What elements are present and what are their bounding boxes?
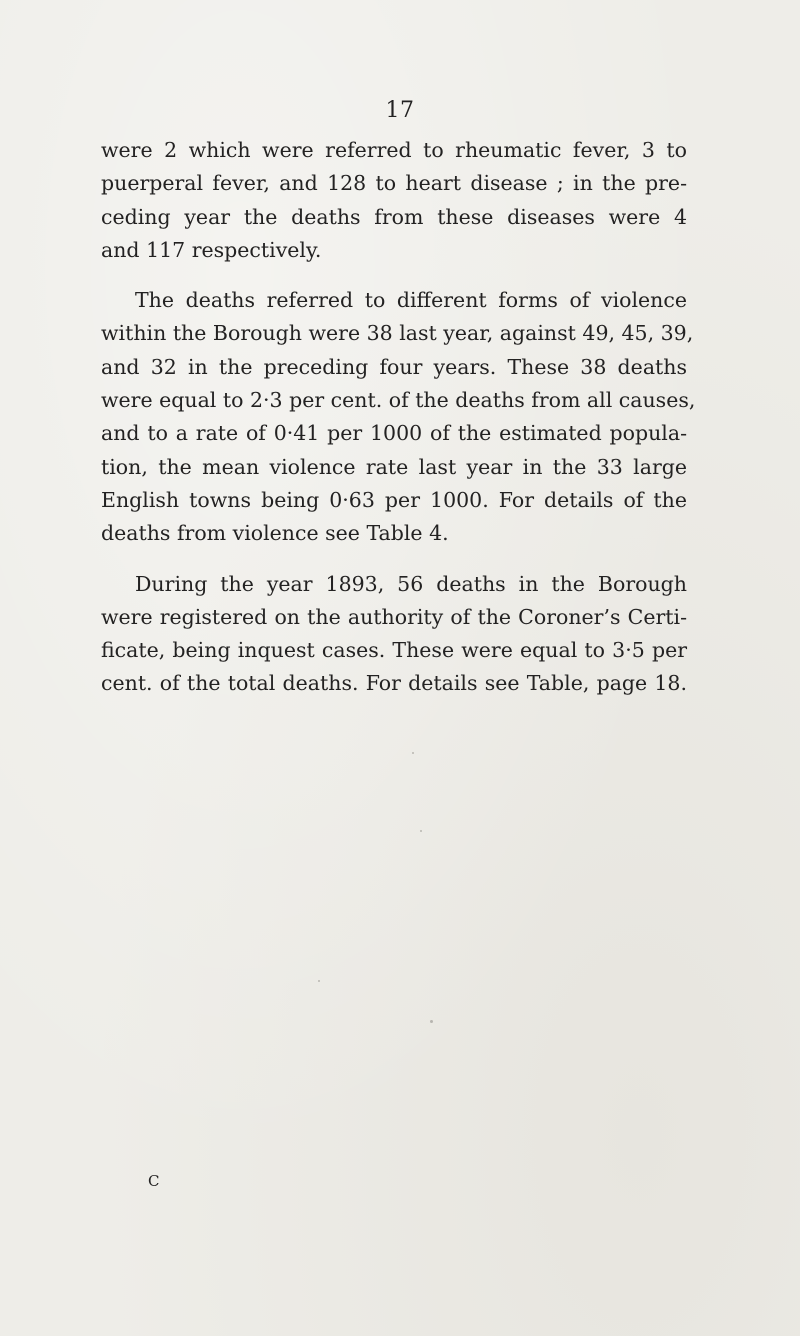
paragraph-3-line-4: cent. of the total deaths. For details see Table, page 18. — [101, 671, 687, 696]
paper-speck — [318, 980, 320, 982]
paper-speck — [420, 830, 422, 832]
paragraph-3-line-1: During the year 1893, 56 deaths in the Borough — [135, 571, 687, 596]
paragraph-1-line-1: were 2 which were referred to rheumatic fever, 3 to — [101, 138, 687, 162]
paragraph-1-line-4: and 117 respectively. — [101, 237, 322, 262]
paragraph-2-line-5: and to a rate of 0·41 per 1000 of the estimated popula- — [101, 421, 687, 446]
paragraph-2-line-8: deaths from violence see Table 4. — [101, 521, 449, 546]
paper-speck — [412, 752, 414, 754]
paragraph-2-line-6: tion, the mean violence rate last year in the 33 large — [101, 454, 687, 479]
paragraph-2-line-7: English towns being 0·63 per 1000. For details of the — [101, 487, 687, 512]
page-number: 17 — [385, 98, 415, 123]
paragraph-1-line-3: ceding year the deaths from these diseases were 4 — [101, 204, 687, 229]
paragraph-1-line-2: puerperal fever, and 128 to heart disease ; in the pre- — [101, 171, 687, 196]
paragraph-2-line-1: The deaths referred to different forms of violence — [135, 288, 687, 313]
paper-speck — [430, 1020, 433, 1023]
paragraph-2-line-4: were equal to 2·3 per cent. of the deaths from all causes, — [101, 388, 696, 413]
paragraph-2-line-2: within the Borough were 38 last year, against 49, 45, 39, — [101, 321, 694, 346]
signature-mark: C — [148, 1172, 160, 1190]
paragraph-3-line-3: ficate, being inquest cases. These were equal to 3·5 per — [101, 638, 687, 663]
paper-speck — [590, 506, 592, 508]
paragraph-2-line-3: and 32 in the preceding four years. These 38 deaths — [101, 354, 687, 379]
paragraph-3-line-2: were registered on the authority of the Coroner’s Certi- — [101, 604, 687, 629]
body-text — [101, 134, 696, 701]
